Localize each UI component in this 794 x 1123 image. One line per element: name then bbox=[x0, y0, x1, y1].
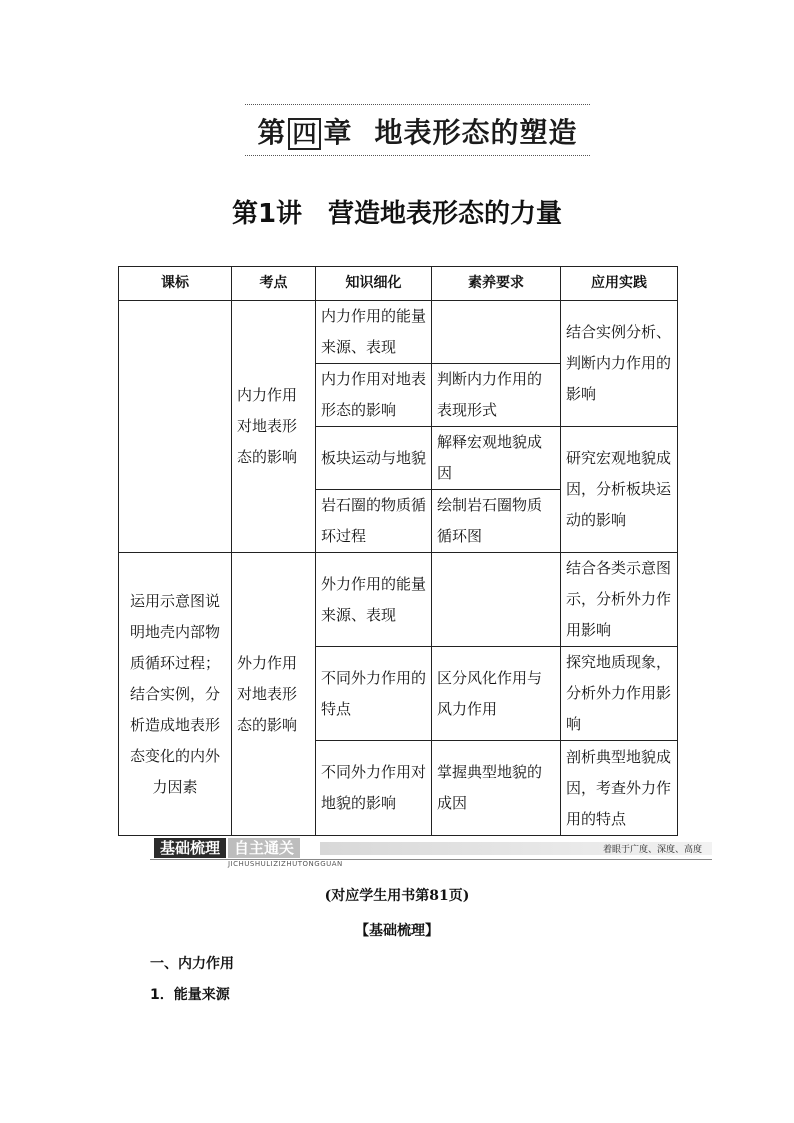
practice-cell: 研究宏观地貌成因，分析板块运动的影响 bbox=[561, 427, 678, 553]
banner-subtitle: JICHUSHULIZIZHUTONGGUAN bbox=[228, 860, 343, 868]
knowledge-cell: 内力作用对地表形态的影响 bbox=[316, 364, 432, 427]
chapter-title bbox=[245, 111, 590, 151]
topic-external-cell: 外力作用对地表形态的影响 bbox=[232, 553, 316, 836]
chapter-suffix: 章 bbox=[323, 116, 353, 149]
banner-label-light: 自主通关 bbox=[228, 838, 300, 858]
section-heading: 一、内力作用 bbox=[150, 956, 234, 972]
practice-cell: 剖析典型地貌成因，考查外力作用的特点 bbox=[561, 741, 678, 836]
knowledge-cell: 板块运动与地貌 bbox=[316, 427, 432, 490]
col-header: 素养要求 bbox=[432, 267, 561, 301]
literacy-cell: 判断内力作用的表现形式 bbox=[432, 364, 561, 427]
knowledge-cell: 不同外力作用的特点 bbox=[316, 647, 432, 741]
topic-internal-cell: 内力作用对地表形态的影响 bbox=[232, 301, 316, 553]
table-row bbox=[119, 301, 678, 364]
practice-cell: 探究地质现象，分析外力作用影响 bbox=[561, 647, 678, 741]
chapter-header bbox=[245, 104, 590, 156]
box-heading: 【基础梳理】 bbox=[355, 923, 439, 939]
col-header: 知识细化 bbox=[316, 267, 432, 301]
literacy-cell: 绘制岩石圈物质循环图 bbox=[432, 490, 561, 553]
knowledge-cell: 内力作用的能量来源、表现 bbox=[316, 301, 432, 364]
literacy-cell: 区分风化作用与风力作用 bbox=[432, 647, 561, 741]
practice-cell: 结合实例分析、判断内力作用的影响 bbox=[561, 301, 678, 427]
literacy-cell: 解释宏观地貌成因 bbox=[432, 427, 561, 490]
page-reference: (对应学生用书第81页) bbox=[324, 888, 470, 904]
literacy-cell bbox=[432, 301, 561, 364]
lecture-name: 营造地表形态的力量 bbox=[328, 199, 563, 229]
curriculum-standard-cell: 运用示意图说明地壳内部物质循环过程；结合实例，分析造成地表形态变化的内外力因素 bbox=[119, 553, 232, 836]
col-header: 考点 bbox=[232, 267, 316, 301]
col-header: 应用实践 bbox=[561, 267, 678, 301]
table-cell-empty bbox=[119, 301, 232, 553]
chapter-number: 四 bbox=[288, 118, 321, 150]
chapter-prefix: 第 bbox=[257, 116, 287, 149]
literacy-cell bbox=[432, 553, 561, 647]
banner-label-dark: 基础梳理 bbox=[154, 838, 226, 858]
lecture-title bbox=[0, 193, 794, 230]
chapter-name: 地表形态的塑造 bbox=[374, 116, 578, 149]
knowledge-cell: 外力作用的能量来源、表现 bbox=[316, 553, 432, 647]
practice-cell: 结合各类示意图示，分析外力作用影响 bbox=[561, 553, 678, 647]
col-header: 课标 bbox=[119, 267, 232, 301]
table-row bbox=[119, 553, 678, 647]
table-header-row bbox=[119, 267, 678, 301]
sub-heading: 1．能量来源 bbox=[150, 987, 230, 1003]
literacy-cell: 掌握典型地貌的成因 bbox=[432, 741, 561, 836]
knowledge-cell: 岩石圈的物质循环过程 bbox=[316, 490, 432, 553]
curriculum-table bbox=[118, 266, 678, 836]
section-banner bbox=[150, 838, 712, 872]
lecture-label: 第1讲 bbox=[231, 199, 303, 229]
knowledge-cell: 不同外力作用对地貌的影响 bbox=[316, 741, 432, 836]
banner-tagline: 着眼于广度、深度、高度 bbox=[602, 845, 702, 855]
